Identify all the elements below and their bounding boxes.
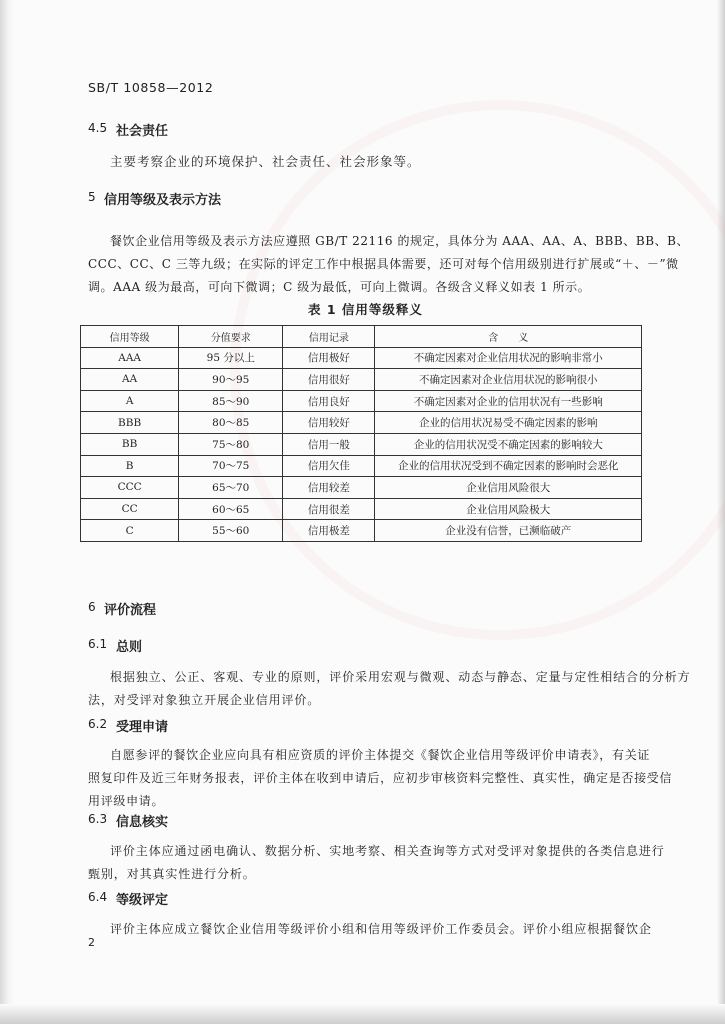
cell-score: 90～95 — [179, 369, 283, 391]
cell-meaning: 不确定因素对企业的信用状况有一些影响 — [375, 390, 642, 412]
paragraph-line: 评价主体应成立餐饮企业信用等级评价小组和信用等级评价工作委员会。评价小组应根据餐饮企 — [110, 922, 652, 936]
section-6-3-title: 信息核实 — [116, 815, 169, 830]
table-row — [81, 520, 642, 542]
header-credit-record: 信用记录 — [283, 326, 375, 348]
section-6-4-title: 等级评定 — [116, 893, 169, 908]
paragraph-line: 法，对受评对象独立开展企业信用评价。 — [88, 693, 321, 707]
scan-edge-bottom — [0, 1004, 725, 1024]
section-6-3-number: 6.3 — [88, 812, 108, 826]
table-row — [81, 347, 642, 369]
cell-score: 55～60 — [179, 520, 283, 542]
cell-level: CCC — [81, 477, 179, 499]
table-1-caption: 表 1 信用等级释义 — [308, 302, 423, 317]
section-6-4-paragraph — [88, 918, 652, 941]
paragraph-line: 自愿参评的餐饮企业应向具有相应资质的评价主体提交《餐饮企业信用等级评价申请表》，有关证 — [110, 748, 651, 762]
table-row — [81, 433, 642, 455]
cell-level: C — [81, 520, 179, 542]
cell-level: AAA — [81, 347, 179, 369]
section-4-5-number: 4.5 — [88, 121, 108, 135]
cell-meaning: 企业信用风险很大 — [375, 477, 642, 499]
paragraph-line: 根据独立、公正、客观、专业的原则，评价采用宏观与微观、动态与静态、定量与定性相结合的分析方 — [110, 670, 691, 684]
cell-meaning: 不确定因素对企业信用状况的影响很小 — [375, 369, 642, 391]
cell-score: 65～70 — [179, 477, 283, 499]
cell-level: B — [81, 455, 179, 477]
paragraph-line: 甄别，对其真实性进行分析。 — [88, 867, 256, 881]
cell-level: CC — [81, 498, 179, 520]
section-6-1-number: 6.1 — [88, 637, 108, 651]
section-6-4-number: 6.4 — [88, 890, 108, 904]
cell-record: 信用一般 — [283, 433, 375, 455]
section-6-1-title: 总则 — [116, 640, 143, 655]
cell-meaning: 企业信用风险极大 — [375, 498, 642, 520]
cell-level: BB — [81, 433, 179, 455]
cell-score: 80～85 — [179, 412, 283, 434]
cell-level: BBB — [81, 412, 179, 434]
paragraph-line: 用评级申请。 — [88, 794, 165, 808]
paragraph-line: 调。AAA 级为最高，可向下微调；C 级为最低，可向上微调。各级含义释义如表 1 所示。 — [88, 280, 591, 294]
cell-record: 信用较差 — [283, 477, 375, 499]
cell-meaning: 企业没有信誉，已濒临破产 — [375, 520, 642, 542]
cell-record: 信用极差 — [283, 520, 375, 542]
section-6-2-title: 受理申请 — [116, 720, 169, 735]
section-4-5-text: 主要考察企业的环境保护、社会责任、社会形象等。 — [110, 154, 421, 169]
cell-meaning: 企业的信用状况受到不确定因素的影响时会恶化 — [375, 455, 642, 477]
paragraph-line: 照复印件及近三年财务报表，评价主体在收到申请后，应初步审核资料完整性、真实性，确定是否接受信 — [88, 771, 673, 785]
section-6-number: 6 — [88, 600, 96, 614]
section-5-paragraph — [88, 230, 689, 299]
table-row — [81, 455, 642, 477]
paragraph-line: CCC、CC、C 三等九级；在实际的评定工作中根据具体需要，还可对每个信用级别进行扩展或“＋、－”微 — [88, 257, 679, 271]
section-5-title: 信用等级及表示方法 — [104, 193, 222, 208]
section-6-2-number: 6.2 — [88, 717, 108, 731]
cell-score: 70～75 — [179, 455, 283, 477]
section-6-2-paragraph — [88, 744, 672, 813]
cell-meaning: 不确定因素对企业信用状况的影响非常小 — [375, 347, 642, 369]
table-row — [81, 477, 642, 499]
cell-level: A — [81, 390, 179, 412]
scan-edge-right — [717, 0, 725, 1024]
cell-record: 信用良好 — [283, 390, 375, 412]
scan-edge-left — [0, 0, 14, 1024]
paragraph-line: 餐饮企业信用等级及表示方法应遵照 GB/T 22116 的规定，具体分为 AAA、AA、A、BBB、BB、B、 — [110, 234, 690, 248]
cell-meaning: 企业的信用状况受不确定因素的影响较大 — [375, 433, 642, 455]
cell-meaning: 企业的信用状况易受不确定因素的影响 — [375, 412, 642, 434]
section-6-3-paragraph — [88, 840, 665, 886]
section-6-title: 评价流程 — [104, 603, 157, 618]
table-row — [81, 369, 642, 391]
cell-record: 信用很差 — [283, 498, 375, 520]
cell-level: AA — [81, 369, 179, 391]
header-score-requirement: 分值要求 — [179, 326, 283, 348]
page-number: 2 — [88, 936, 95, 949]
credit-rating-table — [80, 325, 642, 542]
section-4-5-title: 社会责任 — [116, 124, 169, 139]
section-6-1-paragraph — [88, 666, 691, 712]
cell-score: 95 分以上 — [179, 347, 283, 369]
header-meaning: 含 义 — [375, 326, 642, 348]
table-row — [81, 390, 642, 412]
cell-record: 信用欠佳 — [283, 455, 375, 477]
section-5-number: 5 — [88, 190, 96, 204]
document-number: SB/T 10858—2012 — [88, 80, 214, 95]
cell-score: 60～65 — [179, 498, 283, 520]
cell-record: 信用较好 — [283, 412, 375, 434]
paragraph-line: 评价主体应通过函电确认、数据分析、实地考察、相关查询等方式对受评对象提供的各类信息进行 — [110, 844, 665, 858]
cell-score: 85～90 — [179, 390, 283, 412]
table-row — [81, 498, 642, 520]
table-row — [81, 412, 642, 434]
cell-record: 信用极好 — [283, 347, 375, 369]
cell-record: 信用很好 — [283, 369, 375, 391]
header-credit-level: 信用等级 — [81, 326, 179, 348]
table-header-row — [81, 326, 642, 348]
cell-score: 75～80 — [179, 433, 283, 455]
